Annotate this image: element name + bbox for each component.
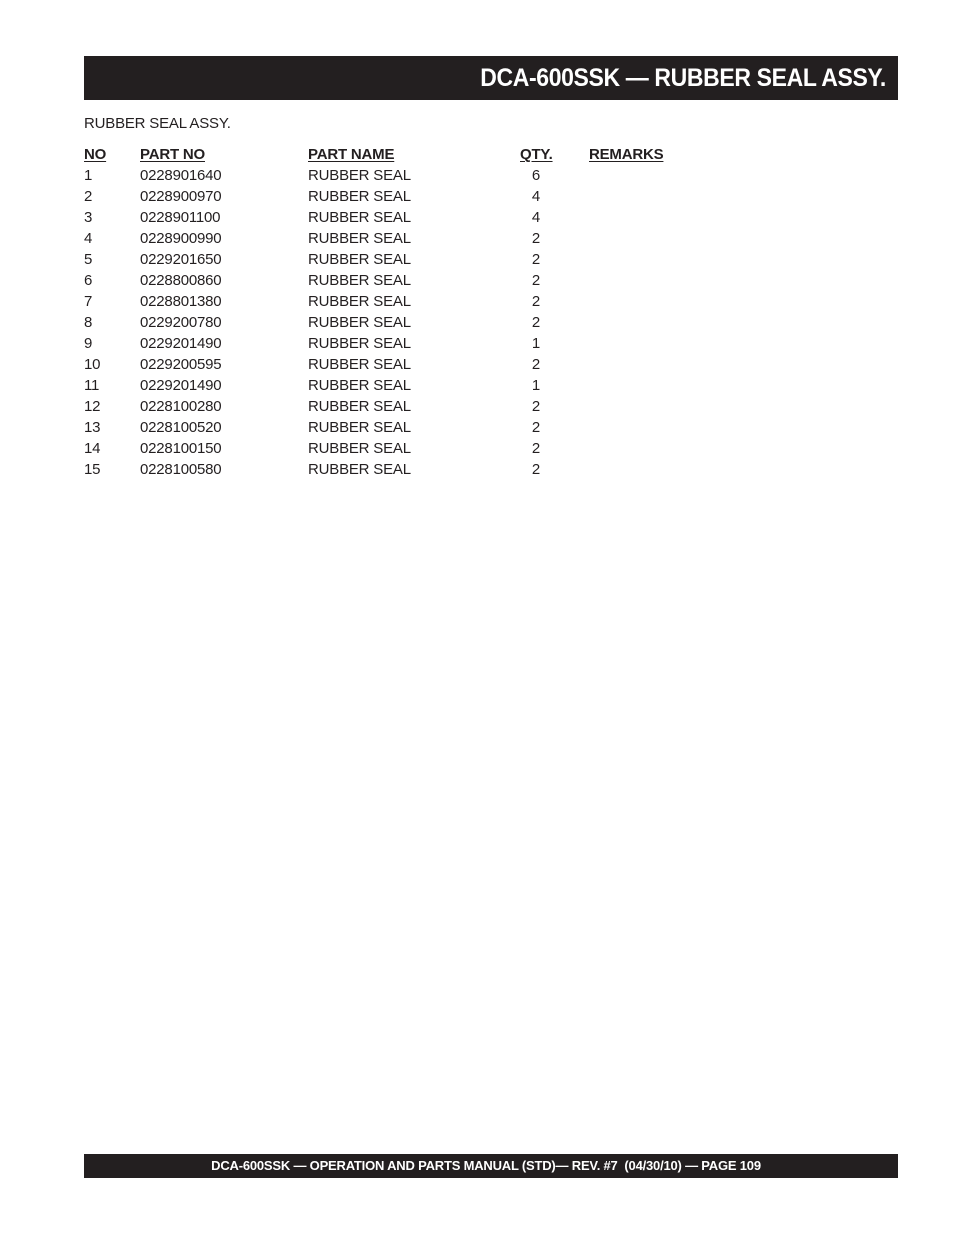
- cell-part-no: 0228100580: [140, 461, 222, 478]
- table-row: [84, 438, 704, 459]
- cell-no: 15: [84, 461, 101, 478]
- table-row: [84, 186, 704, 207]
- column-header-remarks: REMARKS: [589, 146, 664, 163]
- cell-part-name: RUBBER SEAL: [308, 188, 411, 205]
- table-row: [84, 228, 704, 249]
- cell-qty: 2: [531, 251, 541, 268]
- cell-part-name: RUBBER SEAL: [308, 377, 411, 394]
- cell-part-name: RUBBER SEAL: [308, 167, 411, 184]
- cell-part-no: 0229200595: [140, 356, 222, 373]
- cell-no: 5: [84, 251, 93, 268]
- cell-qty: 6: [531, 167, 541, 184]
- table-row: [84, 291, 704, 312]
- cell-part-name: RUBBER SEAL: [308, 419, 411, 436]
- table-row: [84, 396, 704, 417]
- cell-part-no: 0228801380: [140, 293, 222, 310]
- cell-qty: 2: [531, 293, 541, 310]
- cell-no: 2: [84, 188, 93, 205]
- cell-no: 9: [84, 335, 93, 352]
- cell-part-no: 0228100280: [140, 398, 222, 415]
- cell-no: 11: [84, 377, 100, 394]
- column-header-part-no: PART NO: [140, 146, 205, 163]
- cell-no: 3: [84, 209, 93, 226]
- cell-part-no: 0229201490: [140, 377, 222, 394]
- cell-part-name: RUBBER SEAL: [308, 398, 411, 415]
- table-row: [84, 375, 704, 396]
- cell-qty: 4: [531, 188, 541, 205]
- cell-part-name: RUBBER SEAL: [308, 440, 411, 457]
- table-row: [84, 249, 704, 270]
- table-row: [84, 417, 704, 438]
- cell-part-name: RUBBER SEAL: [308, 293, 411, 310]
- cell-no: 10: [84, 356, 101, 373]
- cell-no: 1: [84, 167, 93, 184]
- cell-part-no: 0228100150: [140, 440, 222, 457]
- cell-part-name: RUBBER SEAL: [308, 335, 411, 352]
- cell-part-name: RUBBER SEAL: [308, 356, 411, 373]
- cell-no: 7: [84, 293, 93, 310]
- cell-qty: 2: [531, 356, 541, 373]
- cell-part-name: RUBBER SEAL: [308, 209, 411, 226]
- table-row: [84, 270, 704, 291]
- page-footer: DCA-600SSK — OPERATION AND PARTS MANUAL (STD)— REV. #7 (04/30/10) — PAGE 109: [211, 1158, 761, 1173]
- cell-qty: 2: [531, 272, 541, 289]
- cell-part-no: 0229201490: [140, 335, 222, 352]
- cell-part-no: 0228901100: [140, 209, 221, 226]
- table-body: [84, 165, 704, 480]
- cell-part-no: 0228900970: [140, 188, 222, 205]
- cell-part-no: 0228900990: [140, 230, 222, 247]
- cell-part-name: RUBBER SEAL: [308, 251, 411, 268]
- cell-part-name: RUBBER SEAL: [308, 314, 411, 331]
- cell-qty: 2: [531, 440, 541, 457]
- cell-part-no: 0228100520: [140, 419, 222, 436]
- cell-no: 4: [84, 230, 93, 247]
- cell-qty: 2: [531, 398, 541, 415]
- page-footer-bar: [84, 1154, 898, 1178]
- table-row: [84, 354, 704, 375]
- cell-part-no: 0228901640: [140, 167, 222, 184]
- cell-no: 13: [84, 419, 101, 436]
- cell-part-no: 0228800860: [140, 272, 222, 289]
- section-subtitle: RUBBER SEAL ASSY.: [84, 115, 231, 132]
- table-row: [84, 165, 704, 186]
- cell-qty: 4: [531, 209, 541, 226]
- column-header-part-name: PART NAME: [308, 146, 395, 163]
- table-row: [84, 207, 704, 228]
- page-title-bar: [84, 56, 898, 100]
- cell-no: 6: [84, 272, 93, 289]
- cell-qty: 2: [531, 230, 541, 247]
- cell-part-no: 0229200780: [140, 314, 222, 331]
- cell-no: 14: [84, 440, 101, 457]
- cell-qty: 2: [531, 461, 541, 478]
- cell-qty: 2: [531, 419, 541, 436]
- cell-part-name: RUBBER SEAL: [308, 272, 411, 289]
- table-row: [84, 312, 704, 333]
- column-header-no: NO: [84, 146, 107, 163]
- table-header-row: [84, 144, 704, 165]
- cell-no: 12: [84, 398, 101, 415]
- column-header-qty: QTY.: [520, 146, 553, 163]
- cell-qty: 2: [531, 314, 541, 331]
- cell-part-no: 0229201650: [140, 251, 222, 268]
- table-row: [84, 459, 704, 480]
- cell-qty: 1: [531, 335, 541, 352]
- cell-no: 8: [84, 314, 93, 331]
- cell-qty: 1: [531, 377, 541, 394]
- cell-part-name: RUBBER SEAL: [308, 230, 411, 247]
- table-row: [84, 333, 704, 354]
- page-title: DCA-600SSK — RUBBER SEAL ASSY.: [480, 64, 886, 92]
- cell-part-name: RUBBER SEAL: [308, 461, 411, 478]
- parts-table: [84, 144, 704, 480]
